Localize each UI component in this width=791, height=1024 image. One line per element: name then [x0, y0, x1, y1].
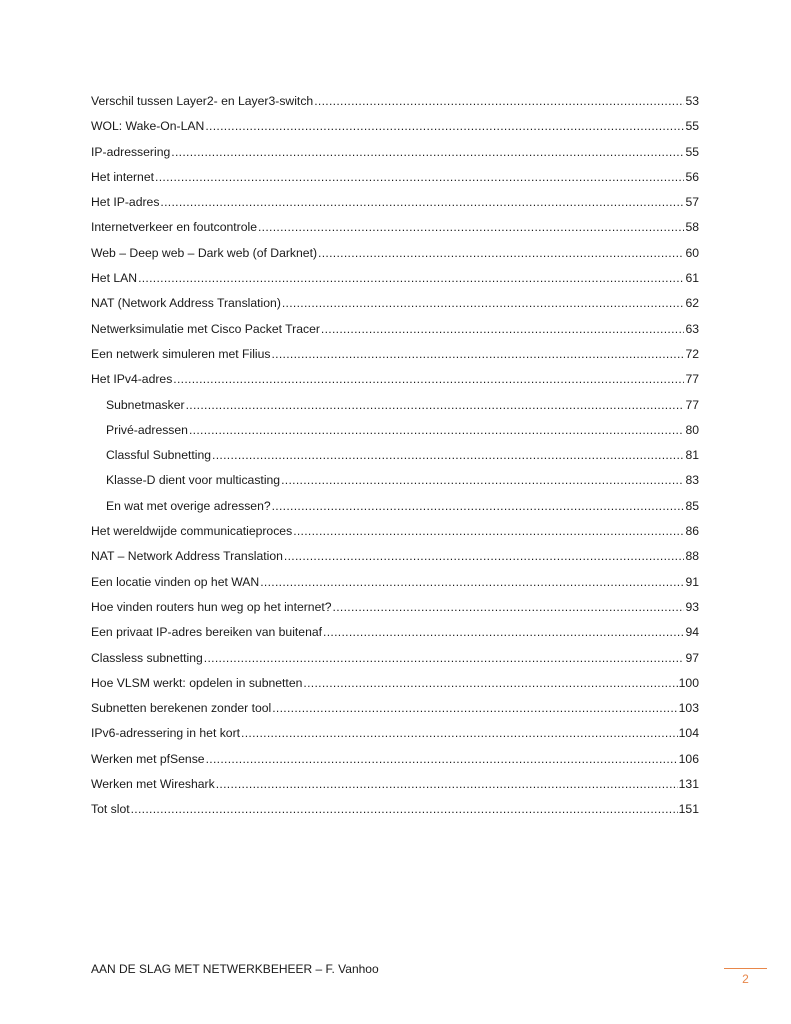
toc-dot-leader [138, 266, 684, 291]
toc-dot-leader [204, 646, 685, 671]
toc-entry-page: 91 [685, 574, 699, 589]
toc-entry-title: En wat met overige adressen? [106, 498, 271, 513]
toc-entry-page: 88 [685, 549, 699, 564]
toc-entry-page: 72 [685, 346, 699, 361]
toc-entry-title: Web – Deep web – Dark web (of Darknet) [91, 245, 318, 260]
toc-dot-leader [293, 519, 684, 544]
toc-dot-leader [206, 747, 678, 772]
toc-entry[interactable] [91, 468, 699, 493]
toc-dot-leader [160, 190, 684, 215]
toc-entry-title: Het internet [91, 169, 155, 184]
toc-entry-page: 106 [678, 751, 699, 766]
toc-dot-leader [303, 671, 677, 696]
toc-entry-page: 53 [685, 94, 699, 108]
footer-title: AAN DE SLAG MET NETWERKBEHEER – F. Vanhoo [91, 962, 379, 976]
toc-dot-leader [272, 494, 685, 519]
toc-entry-page: 131 [678, 777, 699, 792]
toc-dot-leader [186, 393, 685, 418]
toc-entry[interactable] [91, 291, 699, 316]
toc-dot-leader [260, 570, 684, 595]
toc-dot-leader [272, 696, 677, 721]
toc-entry-page: 55 [685, 119, 699, 134]
toc-entry[interactable] [91, 519, 699, 544]
toc-entry-page: 55 [685, 144, 699, 159]
toc-entry[interactable] [91, 544, 699, 569]
toc-dot-leader [282, 291, 685, 316]
toc-entry[interactable] [91, 620, 699, 645]
toc-entry-title: Klasse-D dient voor multicasting [106, 473, 281, 488]
toc-entry-page: 104 [678, 726, 699, 741]
toc-entry-title: Werken met pfSense [91, 751, 205, 766]
toc-dot-leader [173, 367, 684, 392]
toc-dot-leader [258, 215, 684, 240]
toc-entry-page: 77 [685, 372, 699, 387]
toc-dot-leader [205, 114, 684, 139]
toc-dot-leader [171, 140, 684, 165]
toc-entry[interactable] [91, 494, 699, 519]
toc-entry[interactable] [91, 797, 699, 822]
toc-entry[interactable] [91, 266, 699, 291]
footer-divider [724, 968, 767, 969]
toc-entry-page: 77 [685, 397, 699, 412]
toc-dot-leader [216, 772, 678, 797]
toc-entry[interactable] [91, 595, 699, 620]
toc-entry-page: 151 [678, 802, 699, 817]
page-number: 2 [742, 972, 749, 986]
table-of-contents [91, 89, 699, 823]
toc-entry[interactable] [91, 772, 699, 797]
toc-entry-title: Verschil tussen Layer2- en Layer3-switch [91, 94, 314, 108]
toc-entry-page: 81 [685, 448, 699, 463]
toc-entry-page: 60 [685, 245, 699, 260]
toc-entry-page: 61 [685, 271, 699, 286]
toc-dot-leader [212, 443, 684, 468]
toc-entry-title: Subnetmasker [106, 397, 185, 412]
toc-entry-page: 97 [685, 650, 699, 665]
toc-entry-title: Classful Subnetting [106, 448, 212, 463]
toc-entry-page: 85 [685, 498, 699, 513]
toc-dot-leader [333, 595, 685, 620]
toc-entry-title: NAT (Network Address Translation) [91, 296, 281, 311]
toc-entry[interactable] [91, 89, 699, 114]
toc-entry-title: Een netwerk simuleren met Filius [91, 346, 271, 361]
toc-entry-title: Hoe vinden routers hun weg op het internet? [91, 599, 332, 614]
toc-entry-page: 100 [678, 675, 699, 690]
toc-dot-leader [318, 241, 684, 266]
toc-entry-title: Een locatie vinden op het WAN [91, 574, 260, 589]
toc-entry-title: Het IPv4-adres [91, 372, 173, 387]
toc-entry-title: Het LAN [91, 271, 138, 286]
toc-dot-leader [284, 544, 685, 569]
toc-entry-title: Privé-adressen [106, 422, 188, 437]
toc-entry[interactable] [91, 317, 699, 342]
toc-entry-page: 63 [685, 321, 699, 336]
toc-entry-page: 83 [685, 473, 699, 488]
toc-dot-leader [189, 418, 684, 443]
toc-entry-title: IP-adressering [91, 144, 171, 159]
toc-entry[interactable] [91, 747, 699, 772]
toc-entry-title: Het wereldwijde communicatieproces [91, 524, 293, 539]
toc-dot-leader [155, 165, 684, 190]
toc-entry-title: Classless subnetting [91, 650, 203, 665]
toc-entry[interactable] [91, 241, 699, 266]
toc-entry-page: 56 [685, 169, 699, 184]
toc-dot-leader [323, 620, 684, 645]
toc-entry[interactable] [91, 646, 699, 671]
toc-entry[interactable] [91, 367, 699, 392]
toc-entry-page: 58 [685, 220, 699, 235]
toc-entry-page: 62 [685, 296, 699, 311]
toc-entry-page: 80 [685, 422, 699, 437]
toc-dot-leader [241, 721, 678, 746]
toc-entry-page: 93 [685, 599, 699, 614]
toc-entry[interactable] [91, 696, 699, 721]
toc-entry-title: Subnetten berekenen zonder tool [91, 701, 272, 716]
toc-entry-title: Het IP-adres [91, 195, 160, 210]
toc-entry-page: 57 [685, 195, 699, 210]
toc-entry[interactable] [91, 671, 699, 696]
toc-entry[interactable] [91, 393, 699, 418]
toc-entry-title: WOL: Wake-On-LAN [91, 119, 205, 134]
toc-entry[interactable] [91, 114, 699, 139]
toc-entry-title: NAT – Network Address Translation [91, 549, 283, 564]
toc-entry-title: Een privaat IP-adres bereiken van buitenaf [91, 625, 323, 640]
toc-entry-title: Hoe VLSM werkt: opdelen in subnetten [91, 675, 303, 690]
toc-dot-leader [314, 89, 684, 114]
toc-entry[interactable] [91, 165, 699, 190]
toc-entry[interactable] [91, 342, 699, 367]
toc-entry[interactable] [91, 570, 699, 595]
toc-entry-title: Tot slot [91, 802, 130, 817]
toc-entry-title: Werken met Wireshark [91, 777, 215, 792]
toc-entry-page: 103 [678, 701, 699, 716]
toc-dot-leader [131, 797, 678, 822]
toc-dot-leader [321, 317, 685, 342]
toc-dot-leader [281, 468, 684, 493]
toc-entry[interactable] [91, 443, 699, 468]
toc-entry-title: IPv6-adressering in het kort [91, 726, 241, 741]
toc-entry[interactable] [91, 418, 699, 443]
toc-entry[interactable] [91, 721, 699, 746]
toc-entry-title: Netwerksimulatie met Cisco Packet Tracer [91, 321, 320, 336]
toc-entry-page: 94 [685, 625, 699, 640]
toc-entry-title: Internetverkeer en foutcontrole [91, 220, 257, 235]
toc-entry[interactable] [91, 190, 699, 215]
toc-entry[interactable] [91, 140, 699, 165]
toc-entry[interactable] [91, 215, 699, 240]
toc-dot-leader [272, 342, 685, 367]
toc-entry-page: 86 [685, 524, 699, 539]
